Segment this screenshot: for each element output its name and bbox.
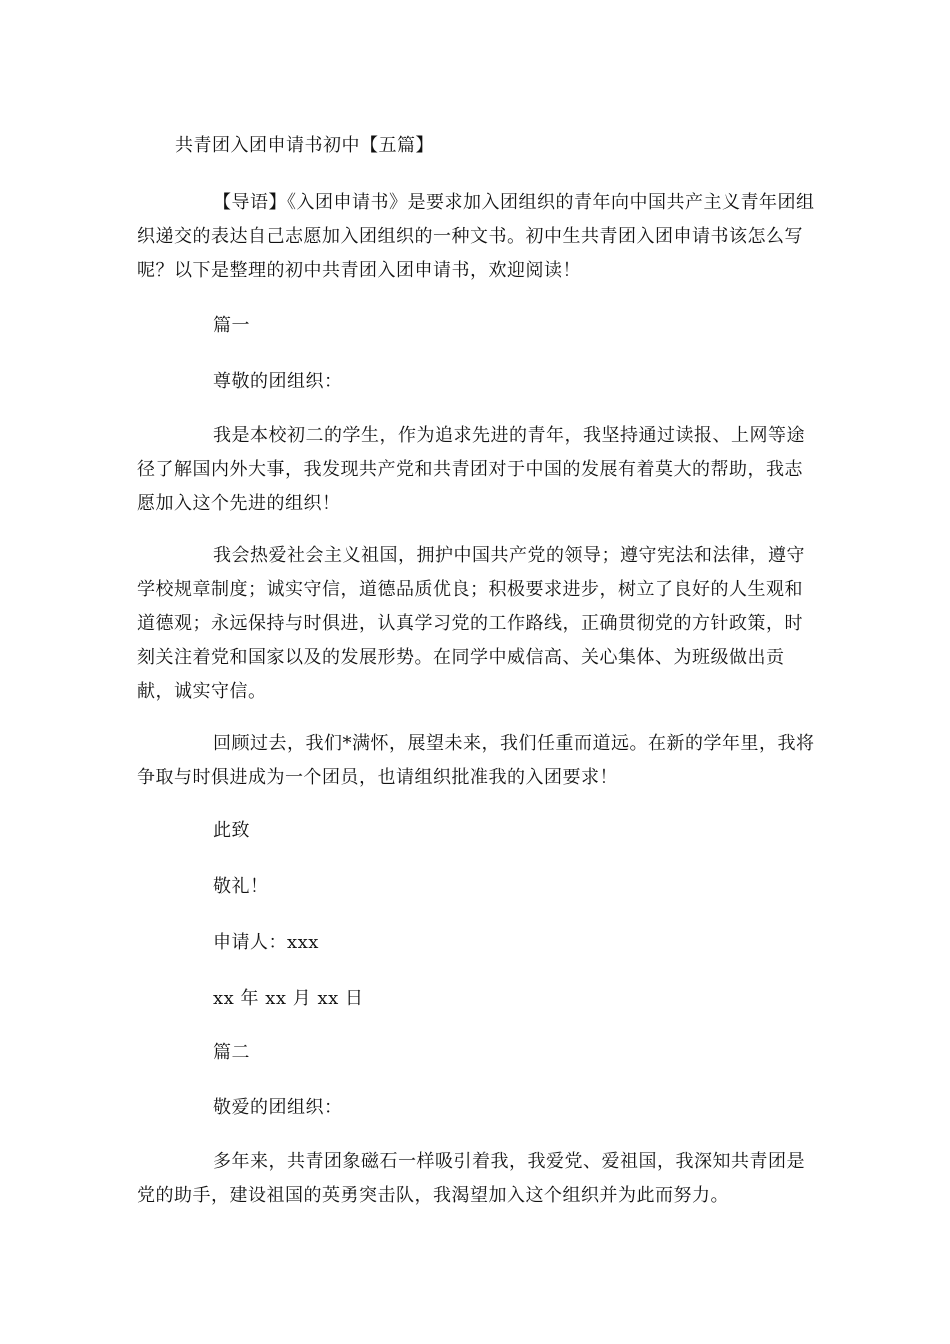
salutation-1: 尊敬的团组织： bbox=[213, 371, 343, 392]
section-heading-2: 篇二 bbox=[213, 1042, 250, 1063]
body-paragraph-1: 我是本校初二的学生，作为追求先进的青年，我坚持通过读报、上网等途径了解国内外大事，我发现共产党和共青团对于中国的发展有着莫大的帮助，我志愿加入这个先进的组织！ bbox=[137, 425, 805, 514]
intro-paragraph: 【导语】《入团申请书》是要求加入团组织的青年向中国共产主义青年团组织递交的表达自己志愿加入团组织的一种文书。初中生共青团入团申请书该怎么写呢？以下是整理的初中共青团入团申请书，欢迎阅读！ bbox=[137, 192, 815, 281]
body-paragraph-3: 回顾过去，我们*满怀，展望未来，我们任重而道远。在新的学年里，我将争取与时俱进成为一个团员，也请组织批准我的入团要求！ bbox=[137, 733, 815, 788]
section-heading-1: 篇一 bbox=[213, 315, 250, 336]
document-title: 共青团入团申请书初中【五篇】 bbox=[175, 135, 434, 156]
date-line: xx 年 xx 月 xx 日 bbox=[213, 988, 364, 1009]
applicant-line: 申请人：xxx bbox=[213, 932, 319, 953]
closing-line-2: 敬礼！ bbox=[213, 876, 269, 897]
body-paragraph-2: 我会热爱社会主义祖国，拥护中国共产党的领导；遵守宪法和法律，遵守学校规章制度；诚实守信，道德品质优良；积极要求进步，树立了良好的人生观和道德观；永远保持与时俱进，认真学习党的工作路线，正确贯彻党的方针政策，时刻关注着党和国家以及的发展形势。在同学中威信高、关心集体、为班级做出贡献，诚实守信。 bbox=[137, 545, 805, 702]
closing-line-1: 此致 bbox=[213, 820, 250, 841]
salutation-2: 敬爱的团组织： bbox=[213, 1097, 343, 1118]
body-paragraph-4: 多年来，共青团象磁石一样吸引着我，我爱党、爱祖国，我深知共青团是党的助手，建设祖国的英勇突击队，我渴望加入这个组织并为此而努力。 bbox=[137, 1151, 805, 1206]
